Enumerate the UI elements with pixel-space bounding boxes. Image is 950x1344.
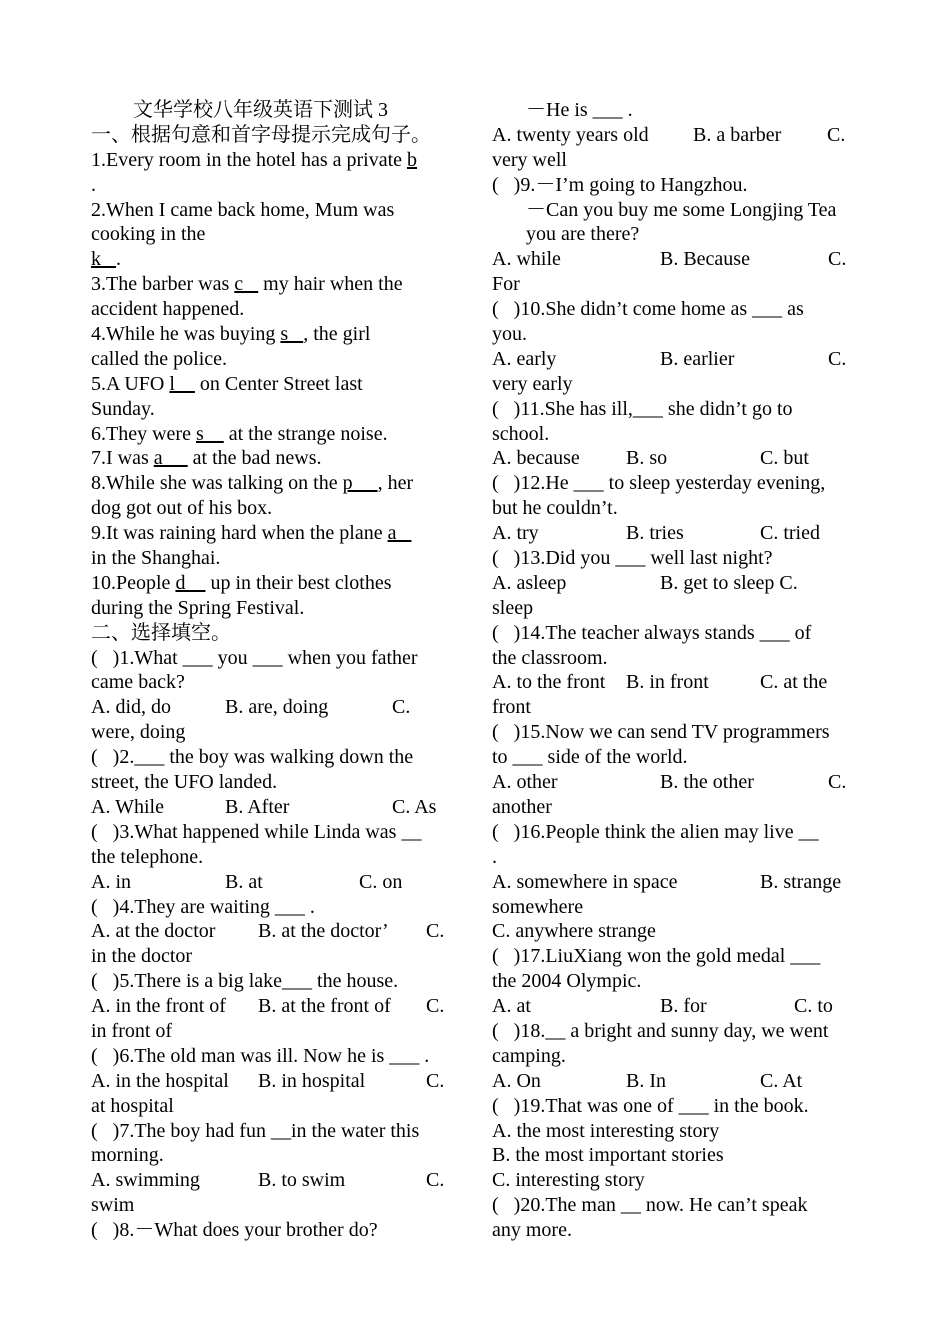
option-text: A. twenty years old — [492, 123, 649, 146]
s1-line: 7.I was a at the bad news. — [91, 447, 322, 470]
s1-line: Sunday. — [91, 397, 155, 420]
option-row — [492, 770, 872, 795]
option-row — [492, 1069, 872, 1094]
option-text: B. In — [626, 1069, 666, 1092]
option-text: C. — [828, 771, 847, 794]
question-line: in front of — [91, 1019, 173, 1042]
question-line: morning. — [91, 1144, 164, 1167]
s1-line: in the Shanghai. — [91, 547, 221, 570]
question-line: . — [492, 845, 497, 868]
question-line: ( )14.The teacher always stands ___ of — [492, 621, 812, 644]
option-text: B. at the front of — [258, 995, 391, 1018]
question-line: in the doctor — [91, 945, 193, 968]
s1-line: 3.The barber was c my hair when the — [91, 273, 403, 296]
option-text: B. strange — [760, 870, 842, 893]
s1-line: during the Spring Festival. — [91, 596, 305, 619]
left-question-list — [91, 646, 463, 1243]
question-line: came back? — [91, 671, 185, 694]
option-text: A. in the hospital — [91, 1069, 229, 1092]
option-text: B. tries — [626, 522, 684, 545]
right-column — [492, 98, 872, 1243]
option-text: C. — [426, 995, 445, 1018]
option-row — [492, 521, 872, 546]
question-line: the classroom. — [492, 646, 608, 669]
question-line: ( )6.The old man was ill. Now he is ___ . — [91, 1044, 430, 1067]
question-line: swim — [91, 1194, 135, 1217]
s1-line: 4.While he was buying s , the girl — [91, 323, 371, 346]
question-line: A. the most interesting story — [492, 1119, 720, 1142]
question-line: ( )3.What happened while Linda was __ — [91, 820, 422, 843]
question-line: ( )17.LiuXiang won the gold medal ___ — [492, 945, 821, 968]
option-text: A. to the front — [492, 671, 606, 694]
question-line: For — [492, 273, 520, 296]
section1-heading: 一、根据句意和首字母提示完成句子。 — [91, 123, 431, 146]
question-line: school. — [492, 422, 550, 445]
option-text: A. While — [91, 795, 164, 818]
question-line: at hospital — [91, 1094, 174, 1117]
question-line: ( )16.People think the alien may live __ — [492, 820, 819, 843]
section2-heading: 二、选择填空。 — [91, 621, 231, 644]
question-line: ( )7.The boy had fun __in the water this — [91, 1119, 420, 1142]
s1-line: 8.While she was talking on the p , her — [91, 472, 414, 495]
question-line: but he couldn’t. — [492, 497, 618, 520]
option-row — [91, 870, 463, 895]
option-text: A. swimming — [91, 1169, 200, 1192]
option-text: B. to swim — [258, 1169, 346, 1192]
option-text: B. for — [660, 995, 707, 1018]
question-line: C. interesting story — [492, 1169, 645, 1192]
question-line: very early — [492, 372, 573, 395]
option-text: C. — [828, 248, 847, 271]
page-title: 文华学校八年级英语下测试 3 — [133, 99, 388, 121]
s1-line: 1.Every room in the hotel has a private b — [91, 148, 418, 171]
s1-line: . — [91, 173, 96, 196]
option-row — [492, 571, 872, 596]
option-text: A. in the front of — [91, 995, 226, 1018]
question-line: ( )20.The man __ now. He can’t speak — [492, 1194, 808, 1217]
option-text: B. are, doing — [225, 696, 329, 719]
option-text: B. at — [225, 870, 263, 893]
option-row — [91, 1069, 463, 1094]
option-text: C. — [426, 1169, 445, 1192]
option-text: B. get to sleep C. — [660, 571, 798, 594]
option-text: C. At — [760, 1069, 803, 1092]
question-line: C. anywhere strange — [492, 920, 656, 943]
option-text: A. in — [91, 870, 131, 893]
s1-line: called the police. — [91, 347, 228, 370]
question-line: very well — [492, 148, 567, 171]
option-text: B. the other — [660, 771, 754, 794]
s1-line: cooking in the — [91, 223, 206, 246]
option-row — [492, 670, 872, 695]
s1-line: 2.When I came back home, Mum was — [91, 198, 395, 221]
option-text: B. at the doctor’ — [258, 920, 389, 943]
option-text: C. on — [359, 870, 403, 893]
option-text: C. — [426, 1069, 445, 1092]
question-line: street, the UFO landed. — [91, 771, 278, 794]
option-row — [492, 994, 872, 1019]
option-text: B. so — [626, 447, 668, 470]
option-text: A. On — [492, 1069, 541, 1092]
question-line: ( )11.She has ill,___ she didn’t go to — [492, 397, 793, 420]
option-text: C. but — [760, 447, 809, 470]
option-text: A. somewhere in space — [492, 870, 678, 893]
question-line: ( )9.－I’m going to Hangzhou. — [492, 173, 748, 196]
option-text: C. tried — [760, 522, 820, 545]
option-text: A. did, do — [91, 696, 171, 719]
option-text: A. because — [492, 447, 580, 470]
question-line: camping. — [492, 1044, 566, 1067]
option-row — [91, 919, 463, 944]
question-line: you. — [492, 323, 527, 346]
option-text: A. early — [492, 347, 557, 370]
right-question-list — [492, 98, 872, 1243]
option-text: A. asleep — [492, 571, 567, 594]
option-row — [91, 795, 463, 820]
option-text: A. try — [492, 522, 539, 545]
option-text: C. — [828, 347, 847, 370]
question-line: B. the most important stories — [492, 1144, 724, 1167]
option-text: A. at the doctor — [91, 920, 216, 943]
question-line: ( )1.What ___ you ___ when you father — [91, 646, 418, 669]
option-text: B. After — [225, 795, 290, 818]
question-line: ( )15.Now we can send TV programmers — [492, 721, 830, 744]
option-text: B. Because — [660, 248, 750, 271]
question-line: ( )5.There is a big lake___ the house. — [91, 970, 399, 993]
question-line: front — [492, 696, 531, 719]
question-line: the 2004 Olympic. — [492, 970, 642, 993]
question-line: ( )18.__ a bright and sunny day, we went — [492, 1019, 829, 1042]
option-text: C. at the — [760, 671, 828, 694]
question-line: any more. — [492, 1219, 572, 1242]
question-line: the telephone. — [91, 845, 204, 868]
s1-line: 5.A UFO l on Center Street last — [91, 372, 363, 395]
question-line: ( )4.They are waiting ___ . — [91, 895, 315, 918]
option-text: B. earlier — [660, 347, 735, 370]
question-line: sleep — [492, 596, 534, 619]
question-line: somewhere — [492, 895, 584, 918]
s1-line: 6.They were s at the strange noise. — [91, 422, 388, 445]
question-line: －Can you buy me some Longjing Tea — [526, 198, 837, 221]
option-text: B. a barber — [693, 123, 782, 146]
option-row — [492, 347, 872, 372]
s1-line: accident happened. — [91, 298, 245, 321]
question-line: ( )19.That was one of ___ in the book. — [492, 1094, 809, 1117]
option-text: B. in front — [626, 671, 709, 694]
left-column — [91, 98, 463, 1243]
option-text: B. in hospital — [258, 1069, 366, 1092]
option-row — [492, 446, 872, 471]
s1-line: dog got out of his box. — [91, 497, 273, 520]
option-text: C. — [827, 123, 846, 146]
option-row — [91, 695, 463, 720]
option-text: A. while — [492, 248, 561, 271]
option-row — [492, 870, 872, 895]
option-text: C. — [426, 920, 445, 943]
option-text: A. other — [492, 771, 558, 794]
question-line: ( )10.She didn’t come home as ___ as — [492, 298, 804, 321]
option-text: C. As — [392, 795, 437, 818]
option-row — [91, 994, 463, 1019]
option-row — [91, 1168, 463, 1193]
question-line: you are there? — [526, 223, 640, 246]
option-text: C. to — [794, 995, 833, 1018]
question-line: ( )12.He ___ to sleep yesterday evening, — [492, 472, 826, 495]
s1-line: k . — [91, 248, 121, 271]
question-line: ( )8.－What does your brother do? — [91, 1219, 378, 1242]
question-line: to ___ side of the world. — [492, 746, 688, 769]
option-row — [492, 123, 872, 148]
s1-line: 10.People d up in their best clothes — [91, 571, 392, 594]
s1-line: 9.It was raining hard when the plane a — [91, 522, 412, 545]
question-line: ( )13.Did you ___ well last night? — [492, 547, 773, 570]
option-text: C. — [392, 696, 411, 719]
question-line: ( )2.___ the boy was walking down the — [91, 746, 414, 769]
question-line: －He is ___ . — [526, 99, 633, 121]
question-line: were, doing — [91, 721, 186, 744]
option-text: A. at — [492, 995, 531, 1018]
question-line: another — [492, 795, 552, 818]
option-row — [492, 247, 872, 272]
